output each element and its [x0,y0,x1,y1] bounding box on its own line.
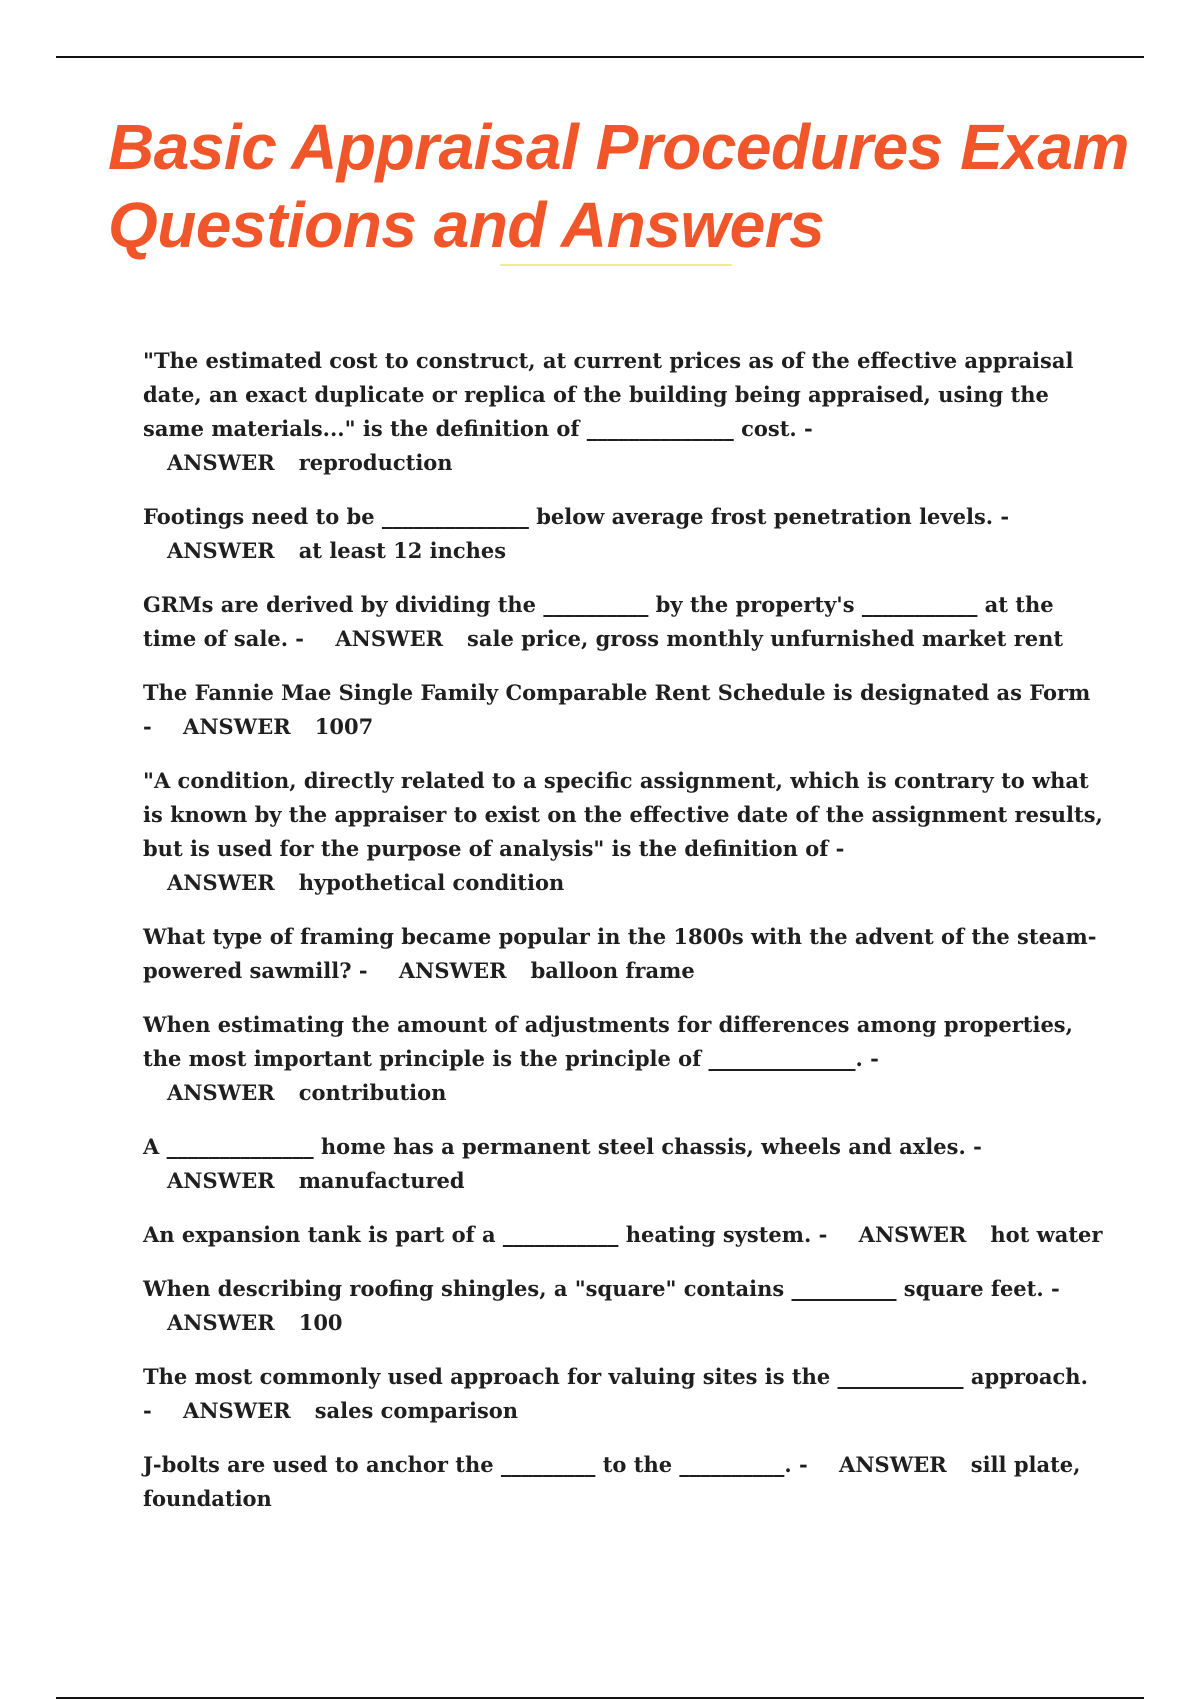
qa-question: A ______________ home has a permanent steel chassis, wheels and axles. - [143,1134,982,1159]
qa-question: When describing roofing shingles, a "square" contains __________ square feet. - [143,1276,1060,1301]
qa-answer: 100 [298,1310,343,1335]
answer-label: ANSWER [167,1310,275,1335]
qa-question: GRMs are derived by dividing the __________ by the property's ___________ at the time of sale. - [143,592,1054,651]
qa-answer: contribution [298,1080,447,1105]
qa-answer: at least 12 inches [298,538,507,563]
qa-answer: hot water [990,1222,1103,1247]
qa-answer: sill plate, foundation [143,1452,1081,1511]
document-title [108,108,1188,264]
answer-label: ANSWER [167,1080,275,1105]
qa-item [143,920,1103,988]
qa-question: An expansion tank is part of a ___________ heating system. - [143,1222,828,1247]
answer-label: ANSWER [167,1168,275,1193]
title-underline [500,264,732,266]
qa-question: "A condition, directly related to a specific assignment, which is contrary to what is known by the appraiser to exist on the effective date of the assignment results, but is used for the purpose of analysis" is the definition of - [143,768,1103,861]
qa-question: What type of framing became popular in the 1800s with the advent of the steam-powered sawmill? - [143,924,1097,983]
qa-question: J-bolts are used to anchor the _________ to the __________. - [143,1452,808,1477]
answer-label: ANSWER [858,1222,967,1247]
qa-answer: manufactured [298,1168,465,1193]
answer-label: ANSWER [167,538,275,563]
qa-item [143,1130,1103,1198]
qa-item [143,588,1103,656]
title-line-2: Questions and Answers [108,189,825,261]
qa-item [143,1218,1103,1252]
qa-item [143,1272,1103,1340]
qa-answer: 1007 [314,714,374,739]
qa-answer: balloon frame [530,958,695,983]
qa-item [143,1360,1103,1428]
qa-question: The most commonly used approach for valuing sites is the ____________ approach. - [143,1364,1088,1423]
qa-answer: sales comparison [314,1398,519,1423]
qa-item [143,1448,1103,1516]
qa-answer: hypothetical condition [298,870,565,895]
qa-item [143,500,1103,568]
qa-question: When estimating the amount of adjustments for differences among properties, the most important principle is the principle of ______________. - [143,1012,1073,1071]
bottom-rule [56,1697,1144,1699]
answer-label: ANSWER [183,1398,291,1423]
answer-label: ANSWER [398,958,507,983]
qa-answer: reproduction [298,450,453,475]
answer-label: ANSWER [167,870,275,895]
qa-answer: sale price, gross monthly unfurnished market rent [467,626,1064,651]
answer-label: ANSWER [839,1452,947,1477]
answer-label: ANSWER [167,450,275,475]
qa-item [143,344,1103,480]
qa-item [143,764,1103,900]
qa-item [143,676,1103,744]
answer-label: ANSWER [183,714,291,739]
qa-question: "The estimated cost to construct, at current prices as of the effective appraisal date, an exact duplicate or replica of the building being appraised, using the same materials..." is the definition of ______________ cost. - [143,348,1074,441]
qa-list [143,344,1103,1536]
qa-question: The Fannie Mae Single Family Comparable Rent Schedule is designated as Form - [143,680,1091,739]
qa-item [143,1008,1103,1110]
title-line-1: Basic Appraisal Procedures Exam [108,111,1129,183]
top-rule [56,56,1144,58]
qa-question: Footings need to be ______________ below average frost penetration levels. - [143,504,1010,529]
answer-label: ANSWER [335,626,444,651]
